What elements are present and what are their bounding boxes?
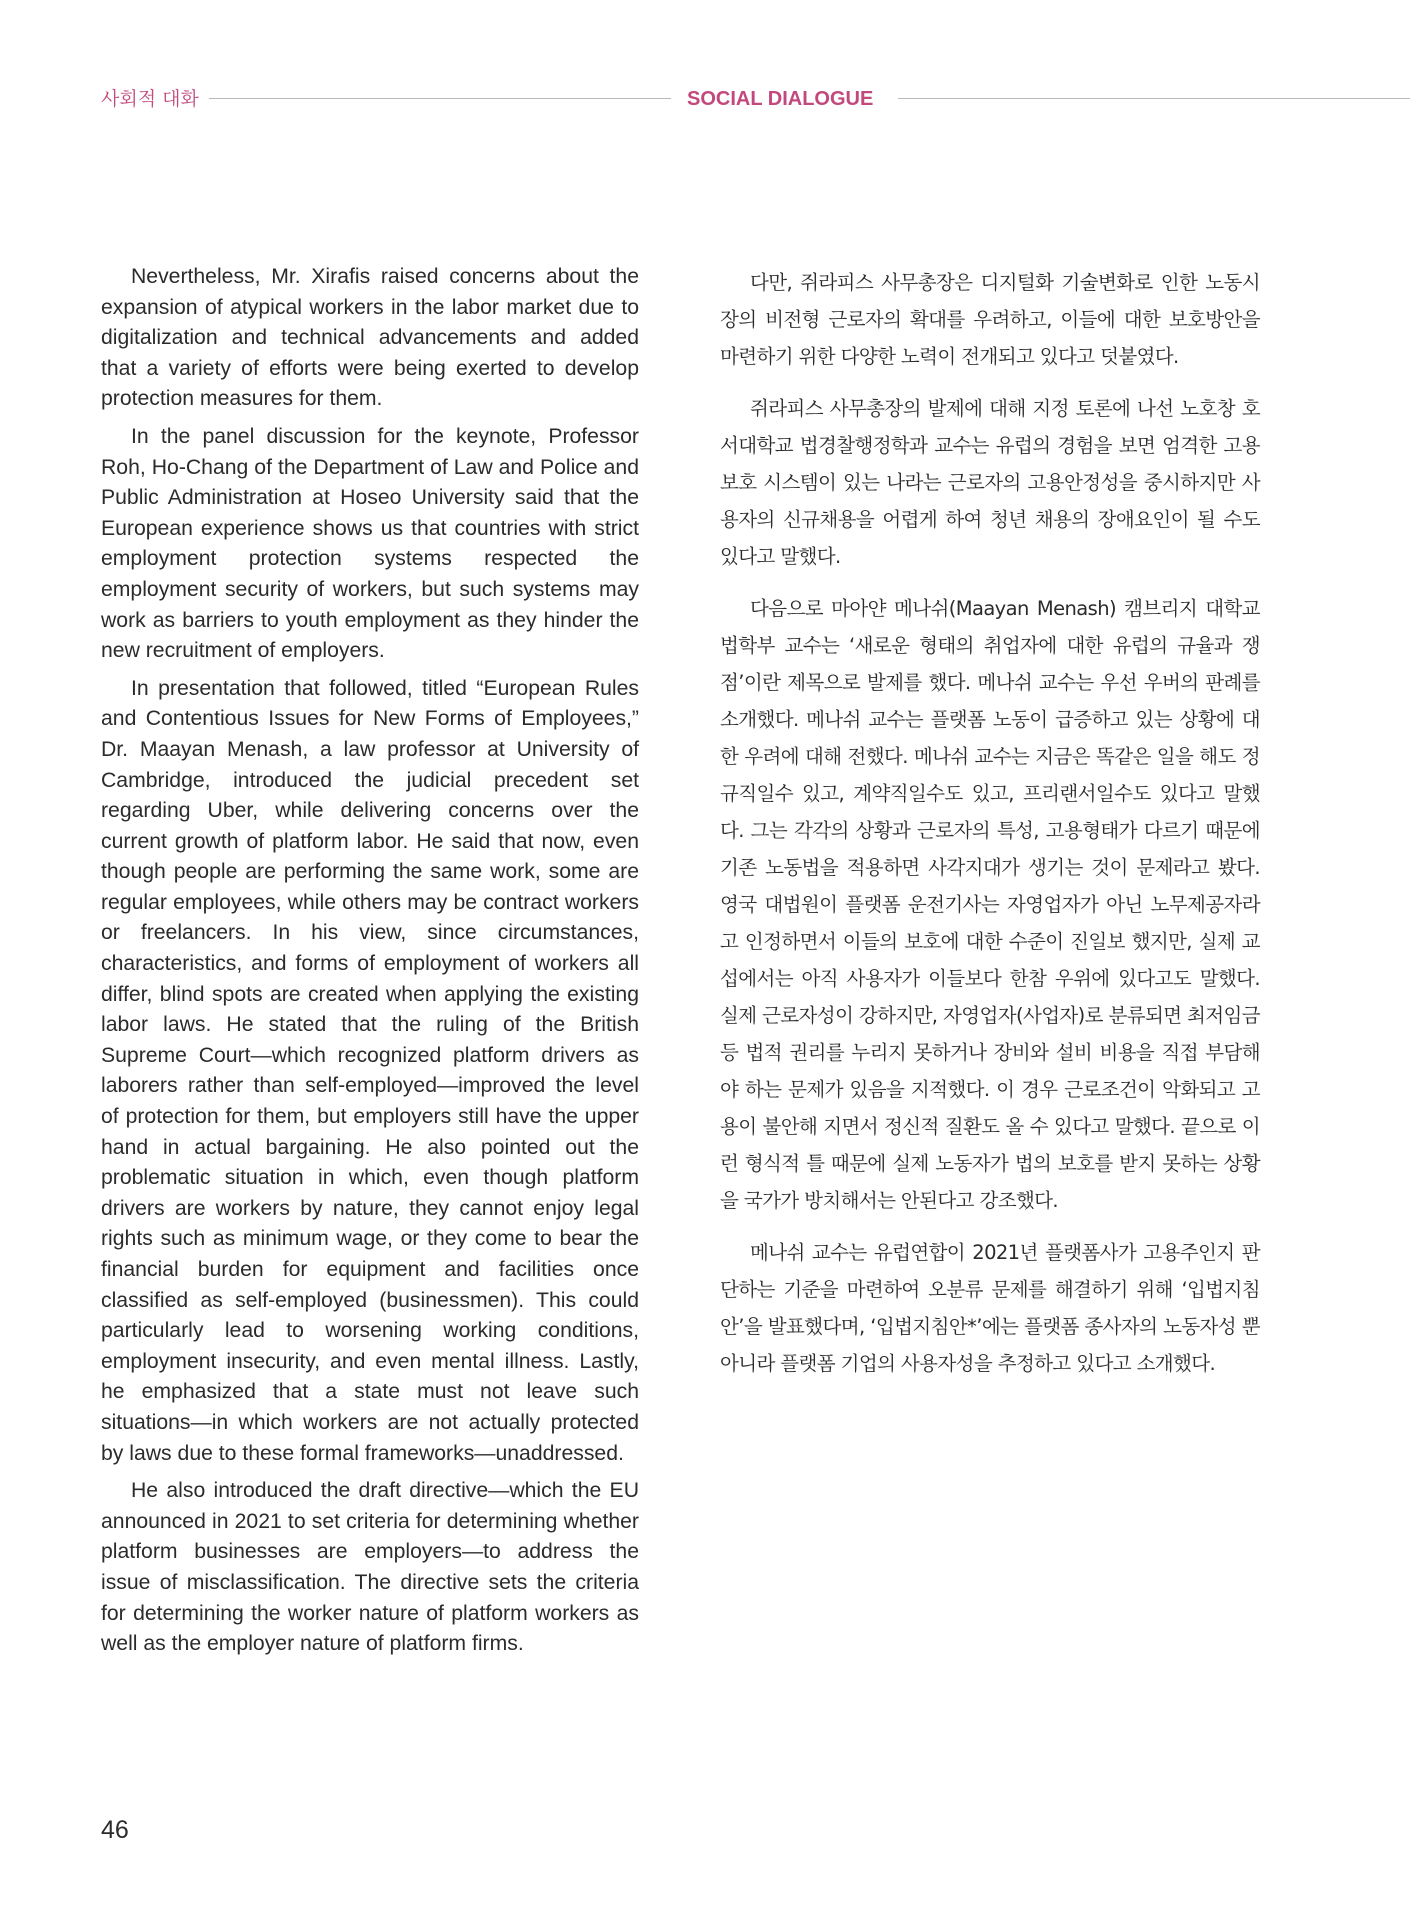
running-header (101, 86, 1410, 112)
header-rule-right (898, 98, 1410, 99)
page-number: 46 (101, 1816, 129, 1844)
korean-paragraph: 다음으로 마아얀 메나쉬(Maayan Menash) 캠브리지 대학교 법학부 교수는 ‘새로운 형태의 취업자에 대한 유럽의 규율과 쟁점’이란 제목으로 발제를 했다. 메나쉬 교수는 우선 우버의 판례를 소개했다. 메나쉬 교수는 플랫폼 노동이 급증하고 있는 상황에 대한 우려에 대해 전했다. 메나쉬 교수는 지금은 똑같은 일을 해도 정규직일수 있고, 계약직일수도 있고, 프리랜서일수도 있다고 말했다. 그는 각각의 상황과 근로자의 특성, 고용형태가 다르기 때문에 기존 노동법을 적용하면 사각지대가 생기는 것이 문제라고 봤다. 영국 대법원이 플랫폼 운전기사는 자영업자가 아닌 노무제공자라고 인정하면서 이들의 보호에 대한 수준이 진일보 했지만, 실제 교섭에서는 아직 사용자가 이들보다 한참 우위에 있다고도 말했다. 실제 근로자성이 강하지만, 자영업자(사업자)로 분류되면 최저임금 등 법적 권리를 누리지 못하거나 장비와 설비 비용을 직접 부담해야 하는 문제가 있음을 지적했다. 이 경우 근로조건이 악화되고 고용이 불안해 지면서 정신적 질환도 올 수 있다고 말했다. 끝으로 이런 형식적 틀 때문에 실제 노동자가 법의 보호를 받지 못하는 상황을 국가가 방치해서는 안된다고 강조했다. (720, 597, 1261, 1212)
english-column (101, 262, 639, 1667)
header-rule-left (209, 98, 671, 99)
korean-column (720, 264, 1260, 1397)
english-paragraph: He also introduced the draft directive—which the EU announced in 2021 to set criteria for determining whether platform businesses are employers—to address the issue of misclassification. The directive sets the criteria for determining the worker nature of platform workers as well as the employer nature of platform firms. (101, 1479, 639, 1656)
english-paragraph: In presentation that followed, titled “European Rules and Contentious Issues for New Forms of Employees,” Dr. Maayan Menash, a law professor at University of Cambridge, introduced the judicial precedent set regarding Uber, while delivering concerns over the current growth of platform labor. He said that now, even though people are performing the same work, some are regular employees, while others may be contract workers or freelancers. In his view, since circumstances, characteristics, and forms of employment of workers all differ, blind spots are created when applying the existing labor laws. He stated that the ruling of the British Supreme Court—which recognized platform drivers as laborers rather than self-employed—improved the level of protection for them, but employers still have the upper hand in actual bargaining. He also pointed out the problematic situation in which, even though platform drivers are workers by nature, they cannot enjoy legal rights such as minimum wage, or they come to bear the financial burden for equipment and facilities once classified as self-employed (businessmen). This could particularly lead to worsening working conditions, employment insecurity, and even mental illness. Lastly, he emphasized that a state must not leave such situations—in which workers are not actually protected by laws due to these formal frameworks—unaddressed. (101, 676, 639, 1465)
section-title-english: SOCIAL DIALOGUE (687, 88, 874, 110)
korean-paragraph: 메나쉬 교수는 유럽연합이 2021년 플랫폼사가 고용주인지 판단하는 기준을 마련하여 오분류 문제를 해결하기 위해 ‘입법지침안’을 발표했다며, ‘입법지침안*’에는 플랫폼 종사자의 노동자성 뿐 아니라 플랫폼 기업의 사용자성을 추정하고 있다고 소개했다. (720, 1241, 1260, 1375)
korean-paragraph: 다만, 쥐라피스 사무총장은 디지털화 기술변화로 인한 노동시장의 비전형 근로자의 확대를 우려하고, 이들에 대한 보호방안을 마련하기 위한 다양한 노력이 전개되고 있다고 덧붙였다. (720, 271, 1260, 368)
section-title-korean: 사회적 대화 (101, 88, 199, 110)
korean-paragraph: 쥐라피스 사무총장의 발제에 대해 지정 토론에 나선 노호창 호서대학교 법경찰행정학과 교수는 유럽의 경험을 보면 엄격한 고용보호 시스템이 있는 나라는 근로자의 고용안정성을 중시하지만 사용자의 신규채용을 어렵게 하여 청년 채용의 장애요인이 될 수도 있다고 말했다. (720, 397, 1260, 568)
english-paragraph: Nevertheless, Mr. Xirafis raised concerns about the expansion of atypical workers in the labor market due to digitalization and technical advancements and added that a variety of efforts were being exerted to develop protection measures for them. (101, 265, 639, 411)
english-paragraph: In the panel discussion for the keynote, Professor Roh, Ho-Chang of the Department of Law and Police and Public Administration at Hoseo University said that the European experience shows us that countries with strict employment protection systems respected the employment security of workers, but such systems may work as barriers to youth employment as they hinder the new recruitment of employers. (101, 424, 639, 663)
